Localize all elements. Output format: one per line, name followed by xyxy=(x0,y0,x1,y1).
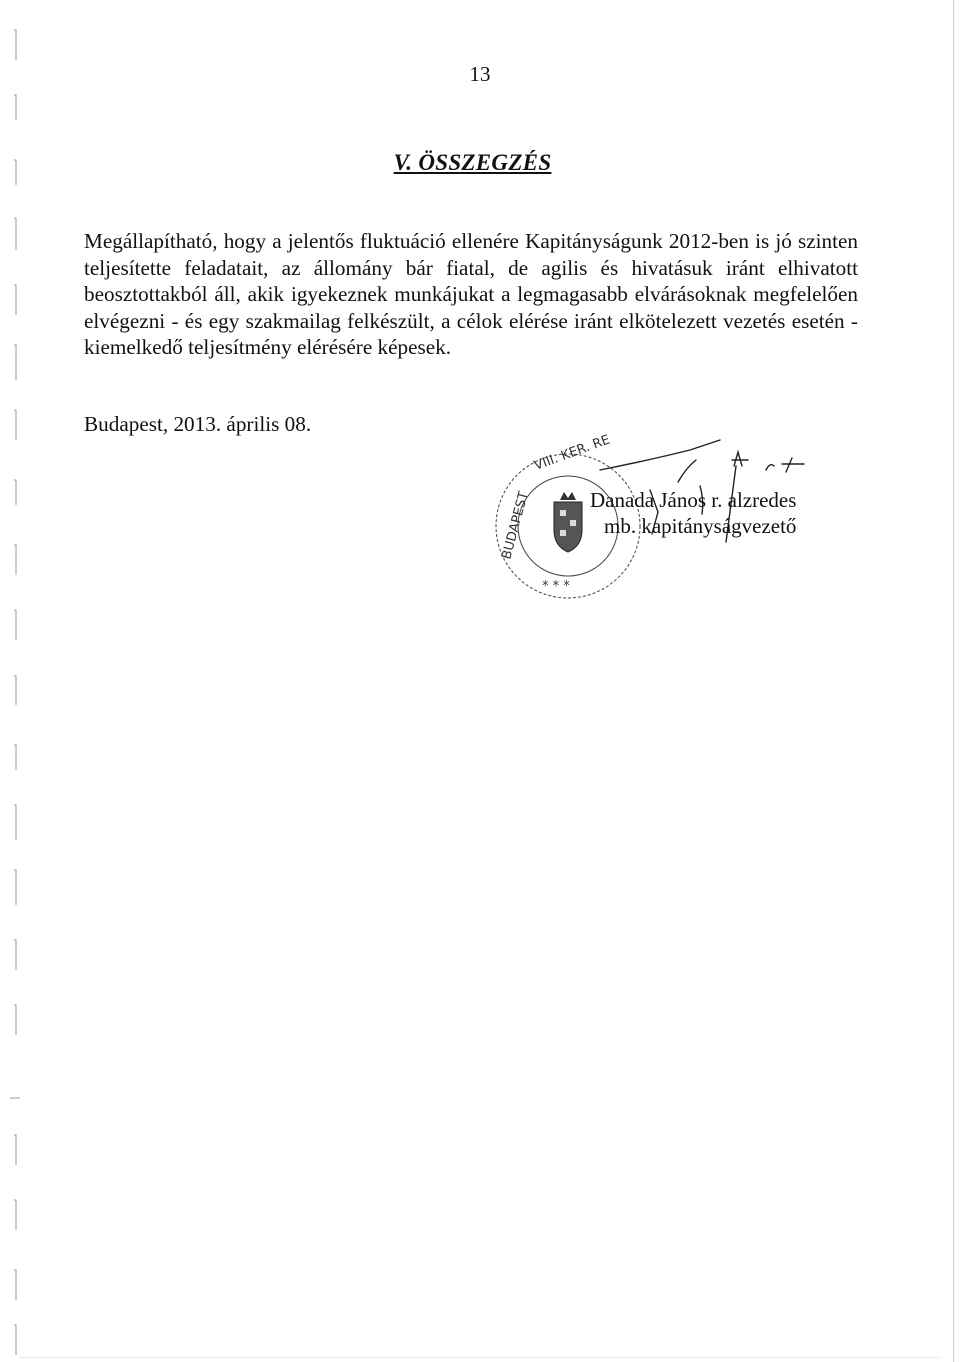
svg-text:BUDAPEST: BUDAPEST xyxy=(499,490,532,562)
scan-binding-marks xyxy=(0,0,40,1362)
scan-right-edge xyxy=(953,0,954,1362)
signatory-name: Danada János r. alzredes xyxy=(590,488,797,512)
signatory-role: mb. kapitányságvezető xyxy=(604,514,797,538)
signature-block xyxy=(490,430,850,620)
scan-bottom-edge xyxy=(20,1355,940,1358)
section-title: V. ÖSSZEGZÉS xyxy=(393,150,552,175)
svg-text:VIII. KER. RE: VIII. KER. RE xyxy=(532,432,613,474)
summary-paragraph: Megállapítható, hogy a jelentős fluktuáció ellenére Kapitányságunk 2012-ben is jó szinten teljesítette feladatait, az állomány bár fiatal, de agilis és hivatásuk iránt elhivatott beosztottakból áll, akik igyekeznek munkájukat a legmagasabb elvárásoknak megfelelően elvégezni - és egy szakmailag felkészült, a célok elérése iránt elkötelezett vezetés esetén - kiemelkedő teljesítmény elérésére képesek. xyxy=(84,229,858,360)
svg-text:* * *: * * * xyxy=(542,579,570,594)
place-date: Budapest, 2013. április 08. xyxy=(84,412,312,436)
page-number: 13 xyxy=(469,62,491,86)
